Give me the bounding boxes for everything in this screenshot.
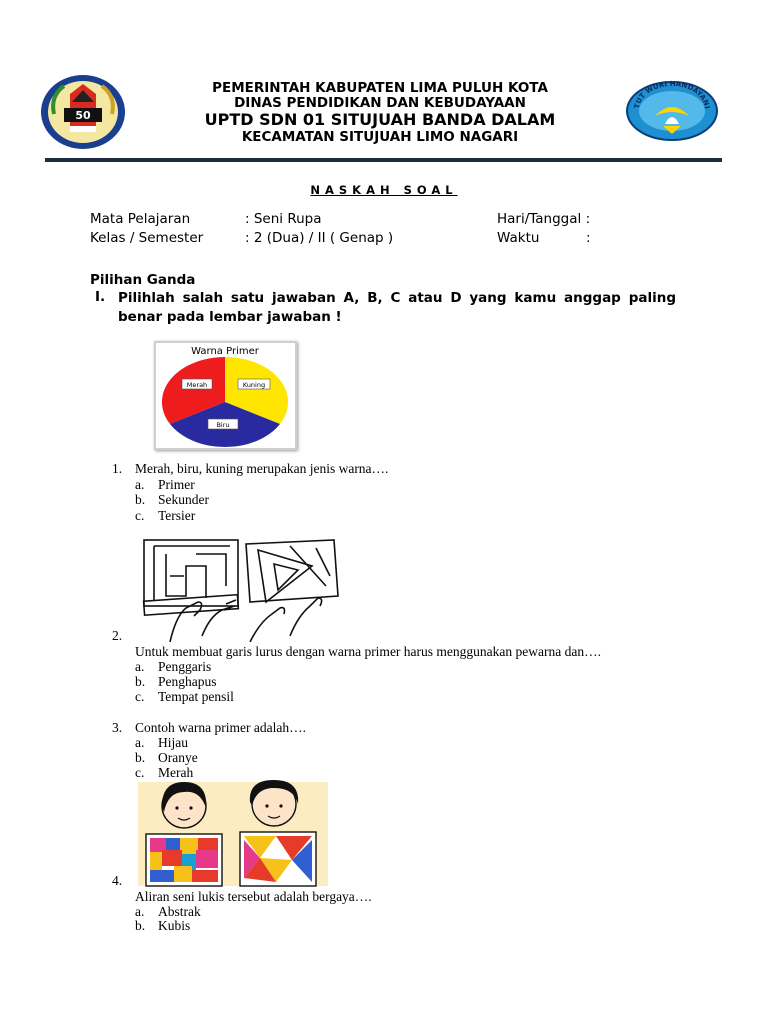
- question-text: Untuk membuat garis lurus dengan warna primer harus menggunakan pewarna dan….: [135, 644, 601, 659]
- section-number: I.: [95, 289, 106, 305]
- option-letter: b.: [135, 750, 146, 765]
- option-letter: b.: [135, 492, 146, 507]
- option-letter: a.: [135, 735, 145, 750]
- question-number: 2.: [112, 628, 123, 643]
- tut-wuri-handayani-logo-icon: [625, 80, 719, 142]
- time-colon: :: [586, 230, 591, 246]
- primary-colors-figure: [154, 341, 297, 450]
- header-line-4: KECAMATAN SITUJUAH LIMO NAGARI: [241, 129, 519, 145]
- question-number: 4.: [112, 873, 123, 888]
- option-text: Primer: [158, 477, 195, 492]
- option-text: Merah: [158, 765, 194, 780]
- option-text: Abstrak: [158, 904, 201, 919]
- subject-label: Mata Pelajaran: [90, 211, 191, 227]
- question-text: Merah, biru, kuning merupakan jenis warna….: [135, 461, 389, 476]
- class-label: Kelas / Semester: [90, 230, 204, 246]
- option-text: Oranye: [158, 750, 198, 765]
- date-label: Hari/Tanggal :: [497, 211, 591, 227]
- subject-value: : Seni Rupa: [245, 211, 322, 227]
- svg-text:TUT WURI HANDAYANI: TUT WURI HANDAYANI: [632, 80, 711, 110]
- option-text: Kubis: [158, 918, 191, 933]
- option-letter: c.: [135, 765, 145, 780]
- option-text: Penggaris: [158, 659, 212, 674]
- children-paintings-illustration: [136, 778, 330, 888]
- question-text: Contoh warna primer adalah….: [135, 720, 306, 735]
- ruler-drawing-illustration: [140, 536, 340, 642]
- option-text: Sekunder: [158, 492, 209, 507]
- label-blue: Biru: [216, 421, 230, 429]
- option-letter: c.: [135, 689, 145, 704]
- figure-title: Warna Primer: [191, 346, 259, 357]
- class-value: : 2 (Dua) / II ( Genap ): [245, 230, 394, 246]
- option-letter: b.: [135, 674, 146, 689]
- section-title: Pilihan Ganda: [90, 272, 196, 288]
- option-letter: b.: [135, 918, 146, 933]
- option-text: Penghapus: [158, 674, 217, 689]
- label-yellow: Kuning: [242, 381, 266, 389]
- time-label: Waktu: [497, 230, 540, 246]
- section-instruction: Pilihlah salah satu jawaban A, B, C atau D yang kamu anggap paling benar pada lembar jawaban !: [118, 290, 676, 325]
- option-letter: a.: [135, 904, 145, 919]
- option-letter: c.: [135, 508, 145, 523]
- question-number: 1.: [112, 461, 123, 476]
- option-text: Tempat pensil: [158, 689, 234, 704]
- question-text: Aliran seni lukis tersebut adalah bergaya….: [135, 889, 372, 904]
- label-red: Merah: [186, 381, 208, 389]
- option-text: Tersier: [158, 508, 196, 523]
- primary-colors-pie: [156, 343, 295, 448]
- option-letter: a.: [135, 659, 145, 674]
- regency-logo-icon: [40, 74, 126, 150]
- header-line-2: DINAS PENDIDIKAN DAN KEBUDAYAAN: [234, 95, 526, 111]
- option-text: Hijau: [158, 735, 188, 750]
- header-line-1: PEMERINTAH KABUPATEN LIMA PULUH KOTA: [212, 80, 548, 96]
- header-school-name: UPTD SDN 01 SITUJUAH BANDA DALAM: [204, 110, 556, 129]
- header-divider: [45, 158, 722, 162]
- document-title: NASKAH SOAL: [310, 183, 458, 197]
- svg-text:50: 50: [75, 109, 91, 122]
- question-number: 3.: [112, 720, 123, 735]
- option-letter: a.: [135, 477, 145, 492]
